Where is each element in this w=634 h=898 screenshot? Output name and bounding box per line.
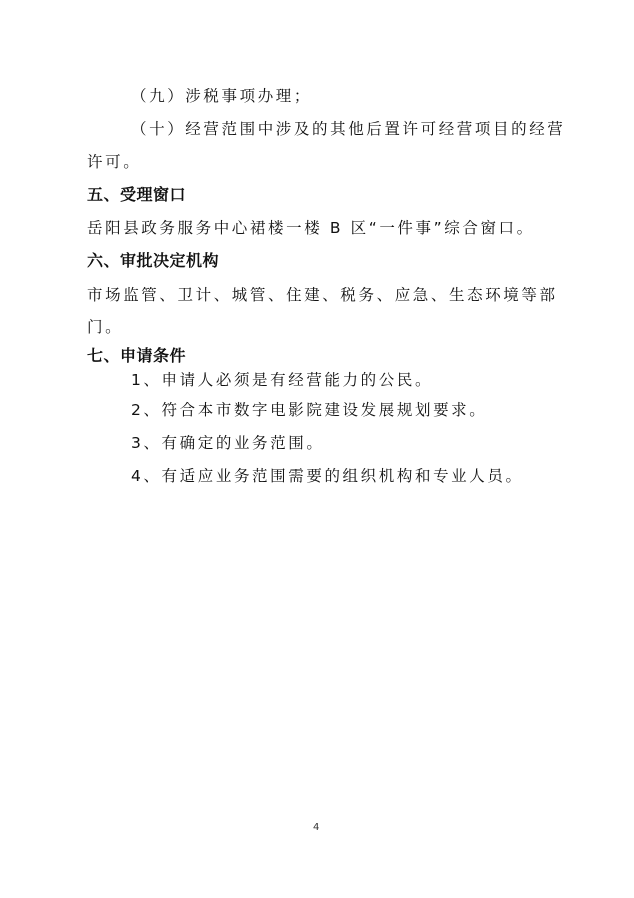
item-ten-line1: （十）经营范围中涉及的其他后置许可经营项目的经营 bbox=[131, 120, 566, 138]
section6-text-line1: 市场监管、卫计、城管、住建、税务、应急、生态环境等部 bbox=[87, 286, 558, 304]
condition-item: 3、有确定的业务范围。 bbox=[131, 434, 325, 452]
section5-text: 岳阳县政务服务中心裙楼一楼 B 区“一件事”综合窗口。 bbox=[87, 219, 535, 237]
section6-text-line2: 门。 bbox=[87, 318, 124, 336]
section6-heading: 六、审批决定机构 bbox=[87, 251, 220, 270]
section5-heading: 五、受理窗口 bbox=[87, 185, 187, 204]
condition-item: 2、符合本市数字电影院建设发展规划要求。 bbox=[131, 401, 488, 419]
item-ten-line2: 许可。 bbox=[87, 153, 142, 171]
section7-heading: 七、申请条件 bbox=[87, 346, 187, 365]
condition-item: 1、申请人必须是有经营能力的公民。 bbox=[131, 371, 434, 389]
condition-item: 4、有适应业务范围需要的组织机构和专业人员。 bbox=[131, 467, 524, 485]
item-nine: （九）涉税事项办理； bbox=[131, 87, 313, 105]
page-number: 4 bbox=[313, 822, 320, 833]
